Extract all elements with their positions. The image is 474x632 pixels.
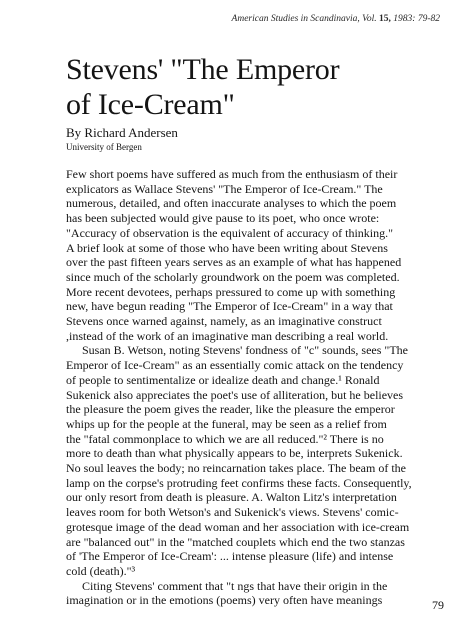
text-line: explicators as Wallace Stevens' "The Emperor of Ice-Cream." The: [66, 181, 383, 196]
author-affiliation: University of Bergen: [66, 142, 142, 152]
body-paragraph: [66, 167, 443, 343]
text-line: A brief look at some of those who have been writing about Stevens: [66, 240, 388, 255]
article-body: [66, 167, 443, 608]
article-title: [66, 52, 436, 122]
text-line: of 'The Emperor of Ice-Cream': ... intense pleasure (life) and intense: [66, 549, 394, 564]
volume-number: 15,: [379, 14, 391, 24]
body-paragraph: [66, 579, 443, 608]
body-paragraph: [66, 343, 443, 578]
text-line: our only resort from death is pleasure. A. Walton Litz's interpretation: [66, 490, 397, 505]
journal-name: American Studies in Scandinavia, Vol.: [231, 14, 377, 24]
text-line: the "fatal commonplace to which we are all reduced."² There is no: [66, 431, 384, 446]
page-number: 79: [432, 598, 444, 612]
title-line-2: of Ice-Cream": [66, 88, 235, 121]
text-line: leaves room for both Wetson's and Sukenick's views. Stevens' comic-: [66, 505, 399, 520]
text-line: lamp on the corpse's protruding feet confirms these facts. Consequently,: [66, 475, 412, 490]
text-line: No soul leaves the body; no reincarnation takes place. The beam of the: [66, 461, 406, 476]
title-line-1: Stevens' "The Emperor: [66, 53, 340, 86]
text-line: whips up for the people at the funeral, may be seen as a relief from: [66, 416, 387, 431]
year-pages: 1983: 79-82: [393, 14, 440, 24]
text-line: cold (death)."³: [66, 563, 136, 578]
text-line: numerous, detailed, and often inaccurate analyses to which the poem: [66, 196, 397, 211]
text-line: new, have begun reading "The Emperor of Ice-Cream" in a way that: [66, 299, 393, 314]
text-line: More recent devotees, perhaps pressured to come up with something: [66, 284, 396, 299]
text-line: Sukenick also appreciates the poet's use of alliteration, but he believes: [66, 387, 404, 402]
running-header: [232, 14, 440, 24]
text-line: grotesque image of the dead woman and her association with ice-cream: [66, 519, 410, 534]
text-line: over the past fifteen years serves as an example of what has happened: [66, 255, 402, 270]
text-line: Susan B. Wetson, noting Stevens' fondness of "c" sounds, sees "The: [82, 343, 408, 358]
text-line: imagination or in the emotions (poems) very often have meanings: [66, 593, 383, 608]
author-byline: By Richard Andersen: [66, 125, 178, 140]
text-line: Citing Stevens' comment that "t ngs that have their origin in the: [82, 578, 388, 593]
text-line: has been subjected would give pause to its poet, who once wrote:: [66, 211, 380, 226]
text-line: since much of the scholarly groundwork on the poem was completed.: [66, 269, 400, 284]
text-line: "Accuracy of observation is the equivalent of accuracy of thinking.": [66, 225, 394, 240]
text-line: ,instead of the work of an imaginative man describing a real world.: [66, 328, 389, 343]
text-line: of people to sentimentalize or idealize death and change.¹ Ronald: [66, 372, 380, 387]
text-line: Few short poems have suffered as much from the enthusiasm of their: [66, 167, 398, 181]
text-line: are "balanced out" in the "matched couplets which end the two stanzas: [66, 534, 405, 549]
text-line: the pleasure the poem gives the reader, like the pleasure the emperor: [66, 402, 395, 417]
text-line: Stevens once warned against, namely, as an imaginative construct: [66, 314, 382, 329]
text-line: more to death than what physically appears to be, interprets Sukenick.: [66, 446, 403, 461]
text-line: Emperor of Ice-Cream" as an essentially comic attack on the tendency: [66, 358, 404, 373]
